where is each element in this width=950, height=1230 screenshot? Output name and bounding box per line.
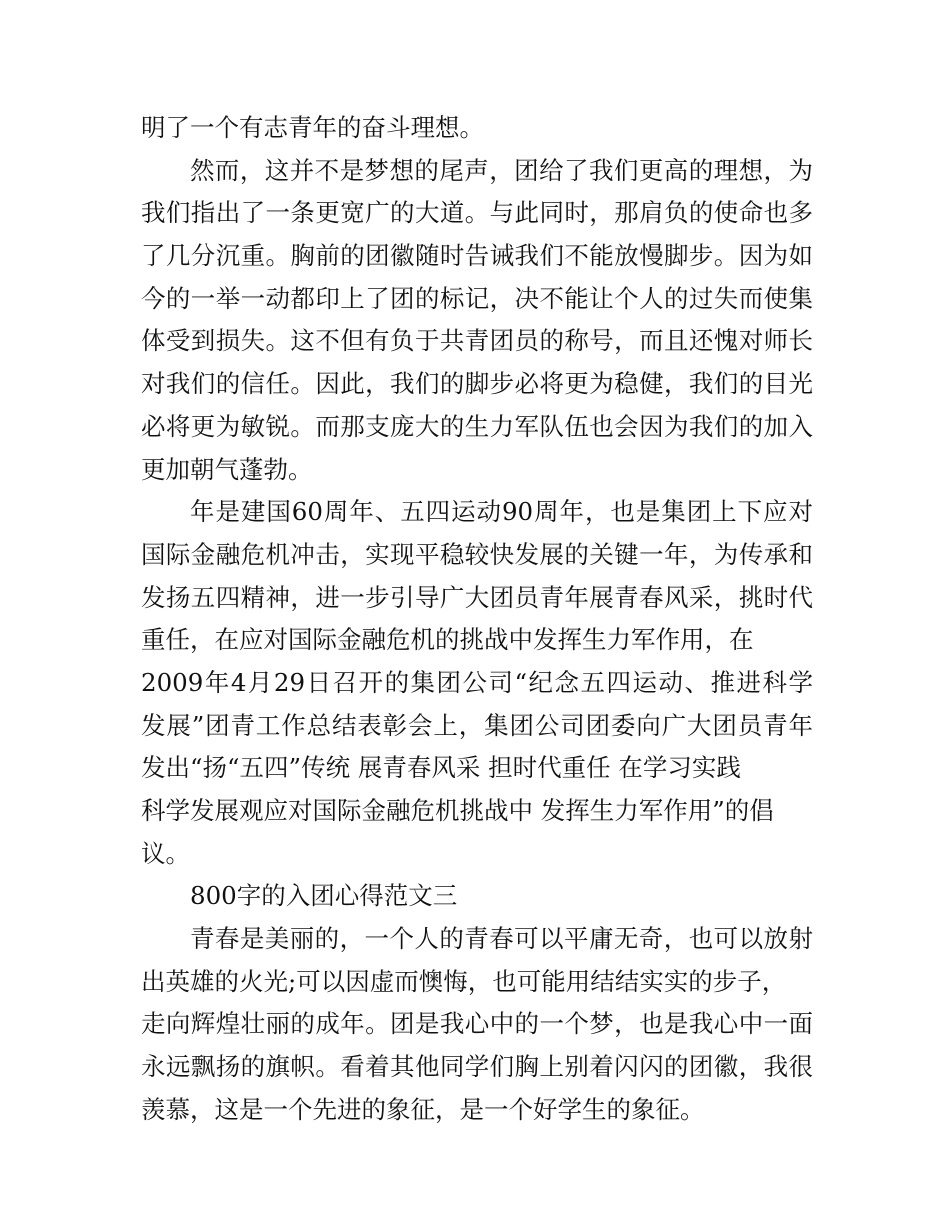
text-line: 永远飘扬的旗帜。看着其他同学们胸上别着闪闪的团徽，我很 — [141, 1052, 813, 1082]
text-line: 发出“扬“五四”传统 展青春风采 担时代重任 在学习实践 — [141, 753, 741, 783]
text-line: 出英雄的火光;可以因虚而懊悔，也可能用结结实实的步子， — [141, 966, 787, 996]
text-line: 对我们的信任。因此，我们的脚步必将更为稳健，我们的目光 — [141, 369, 813, 399]
text-line: 更加朝气蓬勃。 — [141, 454, 313, 484]
text-line: 发展”团青工作总结表彰会上，集团公司团委向广大团员青年 — [141, 710, 813, 740]
text-line: 重任，在应对国际金融危机的挑战中发挥生力军作用，在 — [141, 625, 754, 655]
text-line: 国际金融危机冲击，实现平稳较快发展的关键一年，为传承和 — [141, 539, 813, 569]
text-line: 体受到损失。这不但有负于共青团员的称号，而且还愧对师长 — [141, 326, 813, 356]
paragraph-start-line: 青春是美丽的，一个人的青春可以平庸无奇，也可以放射 — [190, 924, 813, 954]
text-line: 羡慕，这是一个先进的象征，是一个好学生的象征。 — [141, 1094, 705, 1124]
text-line: 科学发展观应对国际金融危机挑战中 发挥生力军作用”的倡 — [141, 796, 774, 825]
paragraph-start-line: 然而，这并不是梦想的尾声，团给了我们更高的理想，为 — [190, 155, 813, 185]
text-line: 2009年4月29日召开的集团公司“纪念五四运动、推进科学 — [141, 667, 813, 697]
text-line: 走向辉煌壮丽的成年。团是我心中的一个梦，也是我心中一面 — [141, 1009, 813, 1039]
document-body — [141, 107, 813, 1132]
text-line: 我们指出了一条更宽广的大道。与此同时，那肩负的使命也多 — [141, 198, 813, 228]
text-line: 议。 — [141, 838, 190, 868]
text-line: 明了一个有志青年的奋斗理想。 — [141, 113, 484, 142]
text-line: 必将更为敏锐。而那支庞大的生力军队伍也会因为我们的加入 — [141, 411, 813, 441]
text-line: 了几分沉重。胸前的团徽随时告诫我们不能放慢脚步。因为如 — [141, 241, 813, 271]
text-line: 今的一举一动都印上了团的标记，决不能让个人的过失而使集 — [141, 283, 813, 313]
text-line: 发扬五四精神，进一步引导广大团员青年展青春风采，挑时代 — [141, 582, 813, 612]
paragraph-start-line: 年是建国60周年、五四运动90周年，也是集团上下应对 — [190, 497, 813, 527]
section-heading: 800字的入团心得范文三 — [190, 881, 458, 911]
